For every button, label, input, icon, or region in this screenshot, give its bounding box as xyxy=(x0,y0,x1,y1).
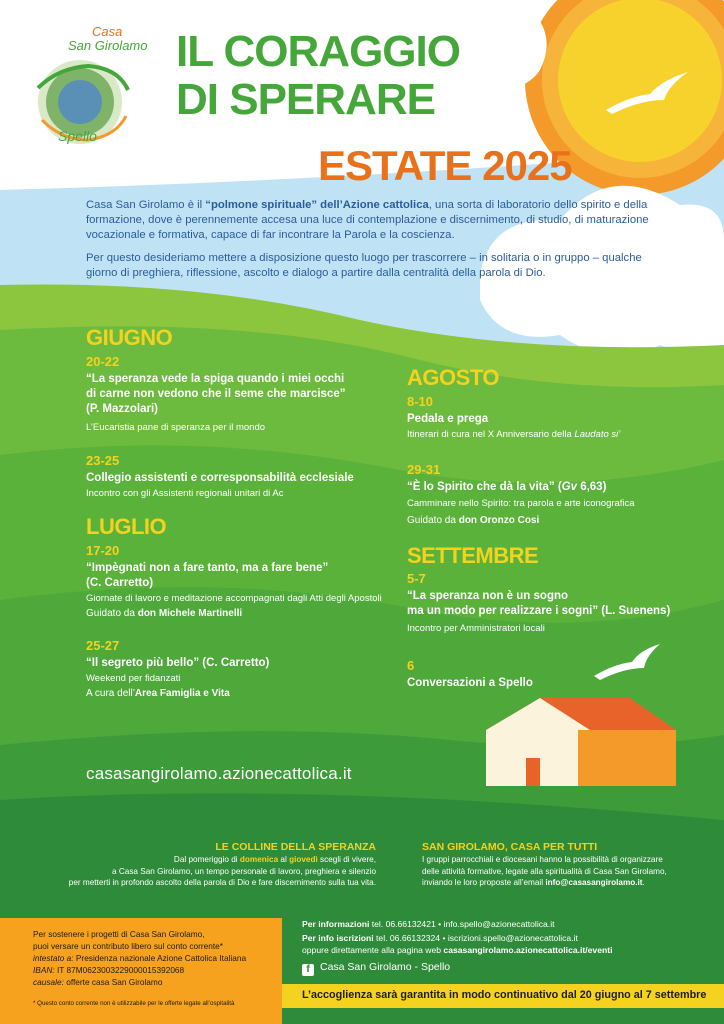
event-title: Conversazioni a Spello xyxy=(407,677,533,689)
contact-line xyxy=(302,932,712,944)
colline-text xyxy=(40,854,376,889)
contact-info xyxy=(302,918,712,957)
event-title-line: “La speranza vede la spiga quando i miei occhi xyxy=(86,373,345,385)
event-guide-label: Guidato da xyxy=(407,515,459,526)
event-subtitle: Incontro con gli Assistenti regionali unitari di Ac xyxy=(86,488,284,499)
event-guide xyxy=(86,607,242,620)
month-heading-settembre: SETTEMBRE xyxy=(407,543,539,568)
event-title-line: “La speranza non è un sogno xyxy=(407,590,569,602)
event-title-line: “Impègnati non a fare tanto, ma a fare bene” xyxy=(86,562,329,574)
donation-value: Presidenza nazionale Azione Cattolica Italiana xyxy=(73,953,247,963)
donation-label: causale: xyxy=(33,977,64,987)
colline-heading: LE COLLINE DELLA SPERANZA xyxy=(215,841,376,853)
event-guide xyxy=(407,514,539,527)
casa-per-tutti-text xyxy=(422,854,722,889)
event-title: Collegio assistenti e corresponsabilità ecclesiale xyxy=(86,472,354,484)
event-guide-label: A cura dell’ xyxy=(86,688,135,699)
casa-per-tutti-line: delle attività formative, legate alla spiritualità di Casa San Girolamo, xyxy=(422,866,667,876)
email-link[interactable]: info@casasangirolamo.it xyxy=(545,878,643,887)
facebook-link[interactable] xyxy=(302,961,450,976)
facebook-label: Casa San Girolamo - Spello xyxy=(320,961,451,973)
availability-text: L’accoglienza sarà garantita in modo continuativo dal 20 giugno al 7 settembre xyxy=(302,989,707,1001)
event-subtitle: Giornate di lavoro e meditazione accompagnati dagli Atti degli Apostoli xyxy=(86,593,382,604)
donation-line xyxy=(33,976,278,988)
event-title-italic: Gv xyxy=(561,481,577,493)
event-date: 20-22 xyxy=(86,354,120,369)
event-subtitle xyxy=(407,428,620,441)
donation-line: Per sostenere i progetti di Casa San Girolamo, xyxy=(33,929,205,939)
contact-label: Per info iscrizioni xyxy=(302,933,374,944)
casa-per-tutti-text-part: inviando le loro proposte all’email xyxy=(422,878,546,887)
event-title xyxy=(407,589,670,619)
colline-day: giovedì xyxy=(289,855,318,864)
colline-text-part: Dal pomeriggio di xyxy=(173,855,240,864)
event-subtitle: Weekend per fidanzati xyxy=(86,673,181,684)
month-heading-giugno: GIUGNO xyxy=(86,325,173,350)
event-date: 17-20 xyxy=(86,543,120,558)
donation-text xyxy=(33,928,278,988)
main-title-line2: DI SPERARE xyxy=(176,75,435,124)
event-date: 23-25 xyxy=(86,453,120,468)
event-date: 5-7 xyxy=(407,571,426,586)
donation-line xyxy=(33,964,278,976)
colline-line: a Casa San Girolamo, un tempo personale di lavoro, preghiera e silenzio xyxy=(112,866,376,876)
event-title-line: ma un modo per realizzare i sogni” (L. Suenens) xyxy=(407,605,671,617)
event-date: 29-31 xyxy=(407,462,441,477)
event-title xyxy=(407,480,606,495)
event-subtitle-text: Itinerari di cura nel X Anniversario della xyxy=(407,429,575,440)
event-subtitle-italic: Laudato si’ xyxy=(574,429,621,440)
event-guide-name: don Oronzo Cosi xyxy=(458,515,540,526)
event-title xyxy=(86,561,328,591)
colline-line xyxy=(40,854,376,866)
event-title-part: 6,63) xyxy=(577,481,607,493)
event-guide-name: Area Famiglia e Vita xyxy=(134,688,230,699)
contact-value[interactable]: tel. 06.66132421 • info.spello@azionecattolica.it xyxy=(369,919,555,929)
website-link[interactable]: casasangirolamo.azionecattolica.it xyxy=(86,764,352,783)
month-heading-agosto: AGOSTO xyxy=(407,365,499,390)
events-page-link[interactable]: casasangirolamo.azionecattolica.it/eventi xyxy=(443,945,613,956)
donation-iban: IT 87M0623003229000015392068 xyxy=(54,965,185,975)
main-title-line1: IL CORAGGIO xyxy=(176,27,460,76)
casa-per-tutti-section xyxy=(422,840,722,889)
event-title: “Il segreto più bello” (C. Carretto) xyxy=(86,657,270,669)
intro-p1-highlight: “polmone spirituale” dell’Azione cattolica xyxy=(205,199,429,211)
facebook-icon: f xyxy=(302,964,314,976)
event-subtitle: Incontro per Amministratori locali xyxy=(407,623,545,634)
event-guide-label: Guidato da xyxy=(86,608,138,619)
event-date: 8-10 xyxy=(407,394,434,409)
intro-paragraph-1 xyxy=(86,198,656,243)
contact-label: Per informazioni xyxy=(302,919,370,929)
event-date: 25-27 xyxy=(86,638,120,653)
event-guide-name: don Michele Martinelli xyxy=(137,608,243,619)
donation-label: IBAN: xyxy=(33,965,55,975)
event-title xyxy=(86,372,346,417)
event-title-line: di carne non vedono che il seme che marcisce” xyxy=(86,388,346,400)
donation-value: offerte casa San Girolamo xyxy=(63,977,163,987)
event-subtitle: L’Eucaristia pane di speranza per il mondo xyxy=(86,422,266,433)
logo-text-spello: Spello xyxy=(58,128,97,144)
availability-banner xyxy=(282,984,724,1008)
colline-section xyxy=(40,840,376,889)
event-date: 6 xyxy=(407,658,415,673)
season-title: ESTATE 2025 xyxy=(318,142,572,189)
contact-line xyxy=(302,944,712,956)
event-subtitle: Camminare nello Spirito: tra parola e arte iconografica xyxy=(407,498,635,509)
colline-line: per metterti in profondo ascolto della parola di Dio e fare discernimento sulla tua vita. xyxy=(68,878,376,887)
event-title-line: (P. Mazzolari) xyxy=(86,403,158,415)
intro-p1-end: , una sorta di laboratorio dello spirito e della formazione, dove è perennemente accesa una luce di contemplazione e discernimento, di studio, di maturazione vocazionale e formativa, capace di far incontrare la Parola e la coscienza. xyxy=(86,199,649,241)
contact-line xyxy=(302,918,712,930)
event-guide xyxy=(86,687,230,700)
casa-per-tutti-line: I gruppi parrocchiali e diocesani hanno la possibilità di organizzare xyxy=(422,855,663,864)
contact-value[interactable]: tel. 06.66132324 • iscrizioni.spello@azionecattolica.it xyxy=(373,933,578,944)
event-title-line: (C. Carretto) xyxy=(86,577,154,589)
colline-text-part: al xyxy=(278,855,290,864)
casa-per-tutti-line xyxy=(422,877,722,889)
colline-text-part: scegli di vivere, xyxy=(317,855,376,864)
casa-per-tutti-text-part: . xyxy=(642,878,645,887)
donation-line xyxy=(33,952,278,964)
intro-p1-start: Casa San Girolamo è il xyxy=(86,199,206,211)
event-title-part: “È lo Spirito che dà la vita” ( xyxy=(407,481,562,493)
donation-footnote: * Questo conto corrente non è utilizzabile per le offerte legate all’ospitalità xyxy=(33,1000,235,1007)
contact-text: oppure direttamente alla pagina web xyxy=(302,945,444,956)
intro-text xyxy=(86,198,656,289)
donation-label: intestato a: xyxy=(33,953,74,963)
month-heading-luglio: LUGLIO xyxy=(86,514,167,539)
casa-san-girolamo-logo xyxy=(18,24,158,158)
logo-text-name: San Girolamo xyxy=(68,38,148,53)
logo-text-casa: Casa xyxy=(92,24,123,39)
intro-paragraph-2: Per questo desideriamo mettere a disposizione questo luogo per trascorrere – in solitaria o in gruppo – qualche giorno di preghiera, riflessione, ascolto e dialogo a partire dalla centralità della parola di Dio. xyxy=(86,252,642,279)
colline-day: domenica xyxy=(239,855,279,864)
casa-per-tutti-heading: SAN GIROLAMO, CASA PER TUTTI xyxy=(422,841,598,853)
event-title: Pedala e prega xyxy=(407,413,489,425)
donation-line: puoi versare un contributo libero sul conto corrente* xyxy=(33,941,224,951)
